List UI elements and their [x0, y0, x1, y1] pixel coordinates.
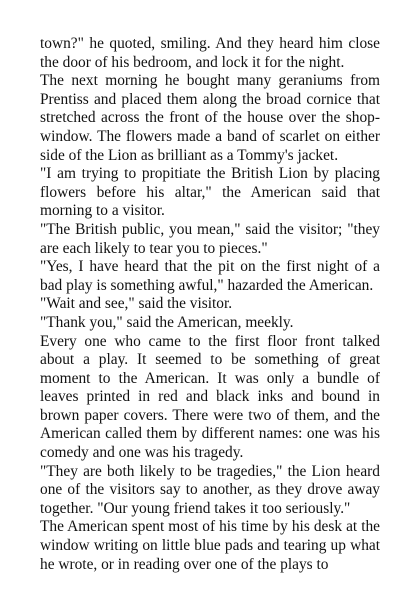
paragraph-3: "I am trying to propitiate the British Lion by placing flowers before his altar," the American said that morning to a visitor. — [40, 165, 380, 220]
paragraph-1: town?" he quoted, smiling. And they heard him close the door of his bedroom, and lock it for the night. — [40, 35, 380, 71]
paragraph-10: The American spent most of his time by his desk at the window writing on little blue pads and tearing up what he wrote, or in reading over one of the plays to — [40, 518, 380, 573]
book-page-text — [40, 35, 380, 574]
paragraph-7: "Thank you," said the American, meekly. — [40, 313, 294, 331]
paragraph-4: "The British public, you mean," said the visitor; "they are each likely to tear you to pieces." — [40, 220, 380, 257]
paragraph-8: Every one who came to the first floor front talked about a play. It seemed to be something of great moment to the American. It was only a bundle of leaves printed in red and black inks and bound in brown paper covers. There were two of them, and the American called them by different names: one was his comedy and one was his tragedy. — [40, 332, 380, 462]
paragraph-2: The next morning he bought many geraniums from Prentiss and placed them along the broad cornice that stretched across the front of the house over the shop-window. The flowers made a band of scarlet on either side of the Lion as brilliant as a Tommy's jacket. — [40, 72, 380, 164]
paragraph-5: "Yes, I have heard that the pit on the first night of a bad play is something awful," hazarded the American. — [40, 258, 380, 294]
paragraph-6: "Wait and see," said the visitor. — [40, 295, 233, 313]
paragraph-9: "They are both likely to be tragedies," the Lion heard one of the visitors say to another, as they drove away together. "Our young friend takes it too seriously." — [40, 462, 380, 517]
